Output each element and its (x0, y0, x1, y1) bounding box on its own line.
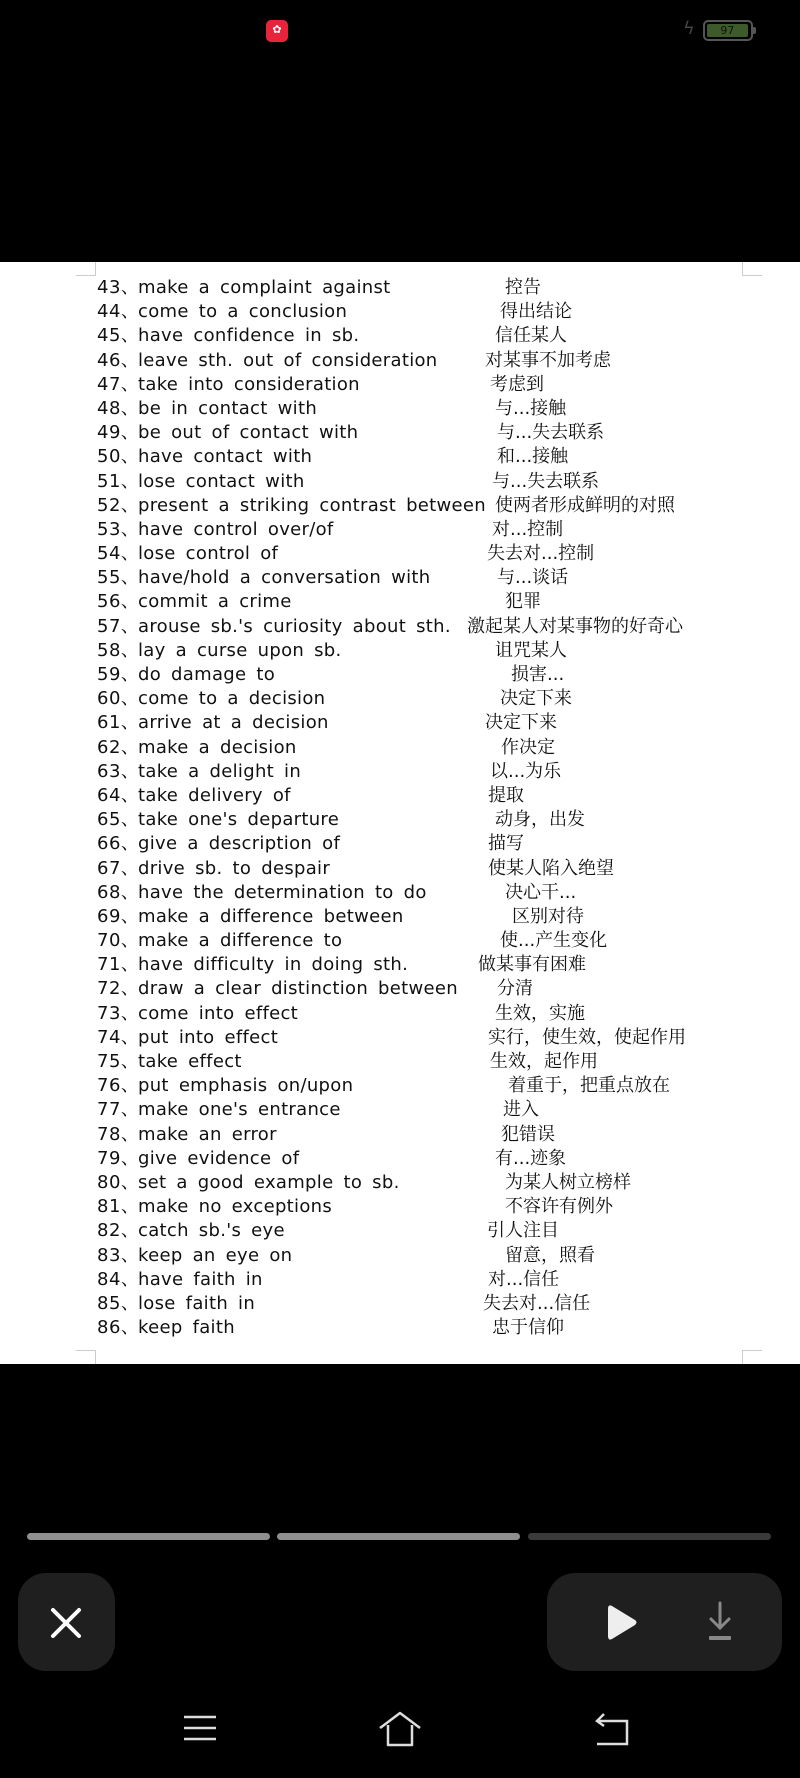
list-item (97, 832, 787, 856)
phrase-num: 68、 (97, 881, 140, 903)
phrase-zh: 实行，使生效，使起作用 (488, 1026, 686, 1048)
phrase-zh: 诅咒某人 (495, 639, 567, 661)
phrase-num: 52、 (97, 494, 140, 516)
phrase-en: make an error (138, 1123, 277, 1145)
list-item (97, 615, 787, 639)
phrase-zh: 对某事不加考虑 (485, 349, 611, 371)
phrase-zh: 着重于，把重点放在 (508, 1075, 670, 1097)
page-corner-mark (742, 1350, 762, 1364)
phrase-en: put emphasis on/upon (138, 1075, 354, 1097)
list-item (97, 977, 787, 1001)
phrase-en: lose contact with (138, 470, 305, 492)
list-item (97, 1292, 787, 1316)
list-item (97, 857, 787, 881)
phrase-zh: 描写 (488, 833, 524, 855)
phrase-en: set a good example to sb. (138, 1171, 400, 1193)
list-item (97, 276, 787, 300)
list-item (97, 1147, 787, 1171)
phrase-num: 60、 (97, 688, 140, 710)
phrase-num: 63、 (97, 760, 140, 782)
phrase-zh: 控告 (505, 277, 541, 298)
phrase-num: 61、 (97, 712, 140, 734)
phrase-zh: 使两者形成鲜明的对照 (495, 494, 675, 516)
phrase-en: make a complaint against (138, 277, 391, 298)
close-button[interactable] (18, 1573, 115, 1671)
phrase-zh: 生效，实施 (495, 1002, 585, 1024)
phrase-en: have faith in (138, 1268, 263, 1290)
play-button[interactable] (591, 1573, 651, 1671)
home-nav-button[interactable] (377, 1708, 423, 1748)
list-item (97, 808, 787, 832)
phrase-num: 72、 (97, 978, 140, 1000)
phrase-num: 57、 (97, 615, 140, 637)
phrase-zh: 对...控制 (492, 518, 564, 540)
phrase-en: make no exceptions (138, 1196, 333, 1218)
phrase-en: commit a crime (138, 591, 292, 613)
phrase-en: have control over/of (138, 518, 334, 540)
list-item (97, 397, 787, 421)
list-item (97, 300, 787, 324)
phrase-en: lose faith in (138, 1292, 256, 1314)
phrase-en: take delivery of (138, 784, 291, 806)
charging-bolt-icon: ϟ (683, 18, 695, 39)
phrase-zh: 不容许有例外 (505, 1196, 613, 1218)
phrase-num: 46、 (97, 349, 140, 371)
phrase-num: 80、 (97, 1171, 140, 1193)
phrase-num: 62、 (97, 736, 140, 758)
phrase-en: come into effect (138, 1002, 299, 1024)
phrase-en: drive sb. to despair (138, 857, 331, 879)
phrase-zh: 忠于信仰 (492, 1317, 564, 1339)
phrase-zh: 引人注目 (487, 1220, 559, 1242)
phrase-zh: 与...接触 (495, 397, 567, 419)
list-item (97, 711, 787, 735)
phrase-num: 70、 (97, 930, 140, 952)
list-item (97, 518, 787, 542)
phrase-num: 48、 (97, 397, 140, 419)
phrase-en: have/hold a conversation with (138, 567, 431, 589)
phrase-num: 65、 (97, 809, 140, 831)
phrase-en: have the determination to do (138, 881, 427, 903)
phrase-zh: 与...失去联系 (497, 422, 605, 444)
list-item (97, 929, 787, 953)
list-item (97, 663, 787, 687)
phrase-en: put into effect (138, 1026, 279, 1048)
phrase-zh: 失去对...控制 (487, 543, 595, 565)
phrase-num: 43、 (97, 277, 140, 298)
phrase-zh: 信任某人 (495, 325, 567, 347)
phrase-num: 50、 (97, 446, 140, 468)
phrase-num: 67、 (97, 857, 140, 879)
list-item (97, 881, 787, 905)
list-item (97, 736, 787, 760)
list-item (97, 760, 787, 784)
phrase-num: 79、 (97, 1147, 140, 1169)
list-item (97, 639, 787, 663)
phrase-zh: 提取 (488, 784, 524, 806)
phrase-num: 75、 (97, 1051, 140, 1072)
list-item (97, 542, 787, 566)
phrase-num: 49、 (97, 422, 140, 444)
back-nav-button[interactable] (589, 1708, 635, 1748)
phrase-num: 69、 (97, 905, 140, 927)
phrase-zh: 犯罪 (505, 591, 541, 613)
phrase-zh: 与...失去联系 (492, 470, 600, 492)
phrase-zh: 激起某人对某事物的好奇心 (467, 615, 683, 637)
close-icon (18, 1573, 115, 1671)
phrase-list (97, 276, 787, 1340)
download-button[interactable] (687, 1573, 747, 1671)
list-item (97, 324, 787, 348)
phrase-num: 64、 (97, 784, 140, 806)
action-panel (547, 1573, 782, 1671)
list-item (97, 470, 787, 494)
page-corner-mark (742, 262, 762, 276)
phrase-zh: 和...接触 (497, 446, 569, 468)
phrase-en: be in contact with (138, 397, 318, 419)
phrase-en: draw a clear distinction between (138, 978, 458, 1000)
phrase-zh: 决心干... (505, 881, 577, 903)
phrase-en: take one's departure (138, 809, 340, 831)
document-page[interactable] (0, 262, 800, 1364)
phrase-en: present a striking contrast between (138, 494, 487, 516)
phrase-zh: 得出结论 (500, 301, 572, 323)
phrase-zh: 有...迹象 (495, 1147, 567, 1169)
phrase-en: arrive at a decision (138, 712, 329, 734)
phrase-zh: 做某事有困难 (478, 954, 586, 976)
list-item (97, 687, 787, 711)
phrase-zh: 使某人陷入绝望 (488, 857, 614, 879)
list-item (97, 953, 787, 977)
phrase-num: 71、 (97, 954, 140, 976)
phrase-num: 44、 (97, 301, 140, 323)
phrase-zh: 进入 (503, 1099, 539, 1121)
phrase-zh: 以...为乐 (490, 760, 562, 782)
phrase-zh: 动身，出发 (495, 809, 585, 831)
page-corner-mark (76, 1350, 96, 1364)
menu-nav-button[interactable] (178, 1708, 224, 1748)
progress-segment (277, 1533, 520, 1540)
phrase-zh: 作决定 (501, 736, 555, 758)
list-item (97, 590, 787, 614)
list-item (97, 1123, 787, 1147)
list-item (97, 1050, 787, 1074)
phrase-en: make a difference to (138, 930, 343, 952)
phrase-en: be out of contact with (138, 422, 359, 444)
phrase-num: 82、 (97, 1220, 140, 1242)
progress-segment (528, 1533, 771, 1540)
phrase-num: 76、 (97, 1075, 140, 1097)
phrase-num: 51、 (97, 470, 140, 492)
phrase-zh: 使...产生变化 (500, 930, 608, 952)
phrase-zh: 考虑到 (490, 373, 544, 395)
phrase-en: lose control of (138, 543, 279, 565)
phrase-zh: 留意，照看 (505, 1244, 595, 1266)
phrase-num: 47、 (97, 373, 140, 395)
phrase-en: leave sth. out of consideration (138, 349, 438, 371)
phrase-num: 59、 (97, 664, 140, 685)
phrase-num: 45、 (97, 325, 140, 347)
status-bar (0, 0, 800, 60)
list-item (97, 1268, 787, 1292)
phrase-num: 78、 (97, 1123, 140, 1145)
phrase-num: 58、 (97, 639, 140, 661)
list-item (97, 1316, 787, 1340)
phrase-num: 55、 (97, 567, 140, 589)
list-item (97, 1219, 787, 1243)
page-corner-mark (76, 262, 96, 276)
phrase-en: arouse sb.'s curiosity about sth. (138, 615, 451, 637)
list-item (97, 1244, 787, 1268)
phrase-en: keep faith (138, 1317, 235, 1339)
phrase-zh: 犯错误 (501, 1123, 555, 1145)
phrase-en: take a delight in (138, 760, 302, 782)
phrase-zh: 决定下来 (500, 688, 572, 710)
phrase-zh: 生效，起作用 (490, 1051, 598, 1072)
list-item (97, 566, 787, 590)
list-item (97, 373, 787, 397)
phrase-zh: 与...谈话 (497, 567, 569, 589)
phrase-en: have confidence in sb. (138, 325, 360, 347)
phrase-num: 56、 (97, 591, 140, 613)
phrase-en: take into consideration (138, 373, 360, 395)
phrase-num: 85、 (97, 1292, 140, 1314)
phrase-zh: 为某人树立榜样 (505, 1171, 631, 1193)
phrase-en: have difficulty in doing sth. (138, 954, 409, 976)
list-item (97, 1195, 787, 1219)
phrase-en: have contact with (138, 446, 313, 468)
list-item (97, 421, 787, 445)
phrase-en: come to a conclusion (138, 301, 348, 323)
list-item (97, 445, 787, 469)
phrase-num: 74、 (97, 1026, 140, 1048)
phrase-en: give evidence of (138, 1147, 300, 1169)
phrase-num: 86、 (97, 1317, 140, 1339)
phrase-en: catch sb.'s eye (138, 1220, 285, 1242)
phrase-en: lay a curse upon sb. (138, 639, 342, 661)
progress-segment (27, 1533, 270, 1540)
phrase-en: do damage to (138, 664, 276, 685)
list-item (97, 1098, 787, 1122)
list-item (97, 905, 787, 929)
phrase-en: give a description of (138, 833, 341, 855)
phrase-en: make a difference between (138, 905, 404, 927)
list-item (97, 494, 787, 518)
phrase-zh: 区别对待 (512, 905, 584, 927)
list-item (97, 784, 787, 808)
phrase-num: 66、 (97, 833, 140, 855)
list-item (97, 1002, 787, 1026)
battery-icon (703, 20, 753, 41)
phrase-num: 54、 (97, 543, 140, 565)
phrase-zh: 对...信任 (488, 1268, 560, 1290)
list-item (97, 1026, 787, 1050)
phrase-zh: 失去对...信任 (483, 1292, 591, 1314)
phrase-en: make one's entrance (138, 1099, 341, 1121)
phrase-zh: 决定下来 (485, 712, 557, 734)
phrase-en: keep an eye on (138, 1244, 293, 1266)
list-item (97, 1074, 787, 1098)
phrase-en: take effect (138, 1051, 242, 1072)
phrase-num: 77、 (97, 1099, 140, 1121)
list-item (97, 1171, 787, 1195)
phrase-zh: 分清 (497, 978, 533, 1000)
phrase-num: 53、 (97, 518, 140, 540)
phrase-en: come to a decision (138, 688, 326, 710)
phrase-zh: 损害... (511, 664, 565, 685)
phrase-num: 83、 (97, 1244, 140, 1266)
app-icon: ✿ (266, 20, 288, 42)
phrase-en: make a decision (138, 736, 297, 758)
phrase-num: 81、 (97, 1196, 140, 1218)
list-item (97, 349, 787, 373)
phrase-num: 84、 (97, 1268, 140, 1290)
phrase-num: 73、 (97, 1002, 140, 1024)
battery-level: 97 (707, 24, 748, 37)
